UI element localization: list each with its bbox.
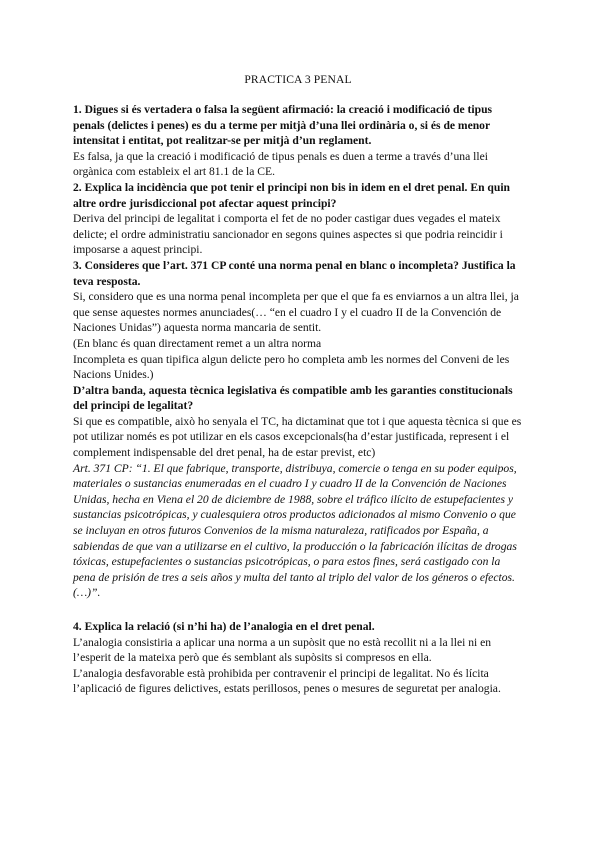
answer-2: Deriva del principi de legalitat i comporta el fet de no poder castigar dues vegades el mateix delicte; el ordre administratiu sancionador en segons quines aspectes si que podria reincidir i imposarse a aquest principi. xyxy=(73,212,503,257)
article-371-quote: Art. 371 CP: “1. El que fabrique, transporte, distribuya, comercie o tenga en su poder equipos, materiales o sustancias enumeradas en el cuadro I y cuadro II de la Convención de Naciones Unidas, hecha en Viena el 20 de diciembre de 1988, sobre el tráfico ilícito de estupefacientes y sustancias psicotrópicas, y cualesquiera otros productos adicionados al mismo Convenio o que se incluyan en otros futuros Convenios de la misma naturaleza, ratificados por España, a sabiendas de que van a utilizarse en el cultivo, la producción o la fabricación ilícitas de drogas tóxicas, estupefacientes o sustancias psicotrópicas, o para estos fines, será castigado con la pena de prisión de tres a seis años y multa del tanto al triplo del valor de los géneros o efectos. (…)”. xyxy=(73,461,517,600)
document-body xyxy=(73,102,523,697)
spacer xyxy=(73,601,523,619)
question-3-extra: D’altra banda, aquesta tècnica legislativa és compatible amb les garanties constitucionals del principi de legalitat? xyxy=(73,383,513,413)
answer-4a: L’analogia consistiria a aplicar una norma a un supòsit que no està recollit ni a la llei ni en l’esperit de la mateixa però que és semblant als supòsits si compresos en ella. xyxy=(73,635,492,665)
answer-3a: Si, considero que es una norma penal incompleta per que el que fa es enviarnos a un altra llei, ja que sense aquestes normes anunciades(… “en el cuadro I y el cuadro II de la Convención de Naciones Unidas”) aquesta norma mancaria de sentit. xyxy=(73,290,519,335)
question-2: 2. Explica la incidència que pot tenir el principi non bis in idem en el dret penal. En quin altre ordre jurisdiccional pot afectar aquest principi? xyxy=(73,180,510,210)
question-4: 4. Explica la relació (si n’hi ha) de l’analogia en el dret penal. xyxy=(73,620,375,633)
answer-3c: Incompleta es quan tipifica algun delicte pero ho completa amb les normes del Conveni de les Nacions Unides.) xyxy=(73,352,510,382)
answer-1: Es falsa, ja que la creació i modificació de tipus penals es duen a terme a través d’una llei orgànica com estableix el art 81.1 de la CE. xyxy=(73,149,488,179)
answer-3b: (En blanc és quan directament remet a un altra norma xyxy=(73,336,322,350)
page-title: PRACTICA 3 PENAL xyxy=(244,73,352,86)
question-3: 3. Consideres que l’art. 371 CP conté una norma penal en blanc o incompleta? Justifica la teva resposta. xyxy=(73,258,516,288)
question-1: 1. Digues si és vertadera o falsa la següent afirmació: la creació i modificació de tipus penals (delictes i penes) es du a terme per mitjà d’una llei ordinària o, si és de menor intensitat i entitat, pot realitzar-se per mitjà d’un reglament. xyxy=(73,103,493,148)
answer-3d: Si que es compatible, això ho senyala el TC, ha dictaminat que tot i que aquesta tècnica si que es pot utilizar només es pot utilizar en els casos excepcionals(ha d’estar justificada, represent i el complement indispensable del dret penal, ha de estar previst, etc) xyxy=(73,414,522,460)
document-page xyxy=(73,72,523,697)
answer-4b: L’analogia desfavorable està prohibida per contravenir el principi de legalitat. No és lícita l’aplicació de figures delictives, estats perillosos, penes o mesures de seguretat per analogia. xyxy=(73,666,501,696)
